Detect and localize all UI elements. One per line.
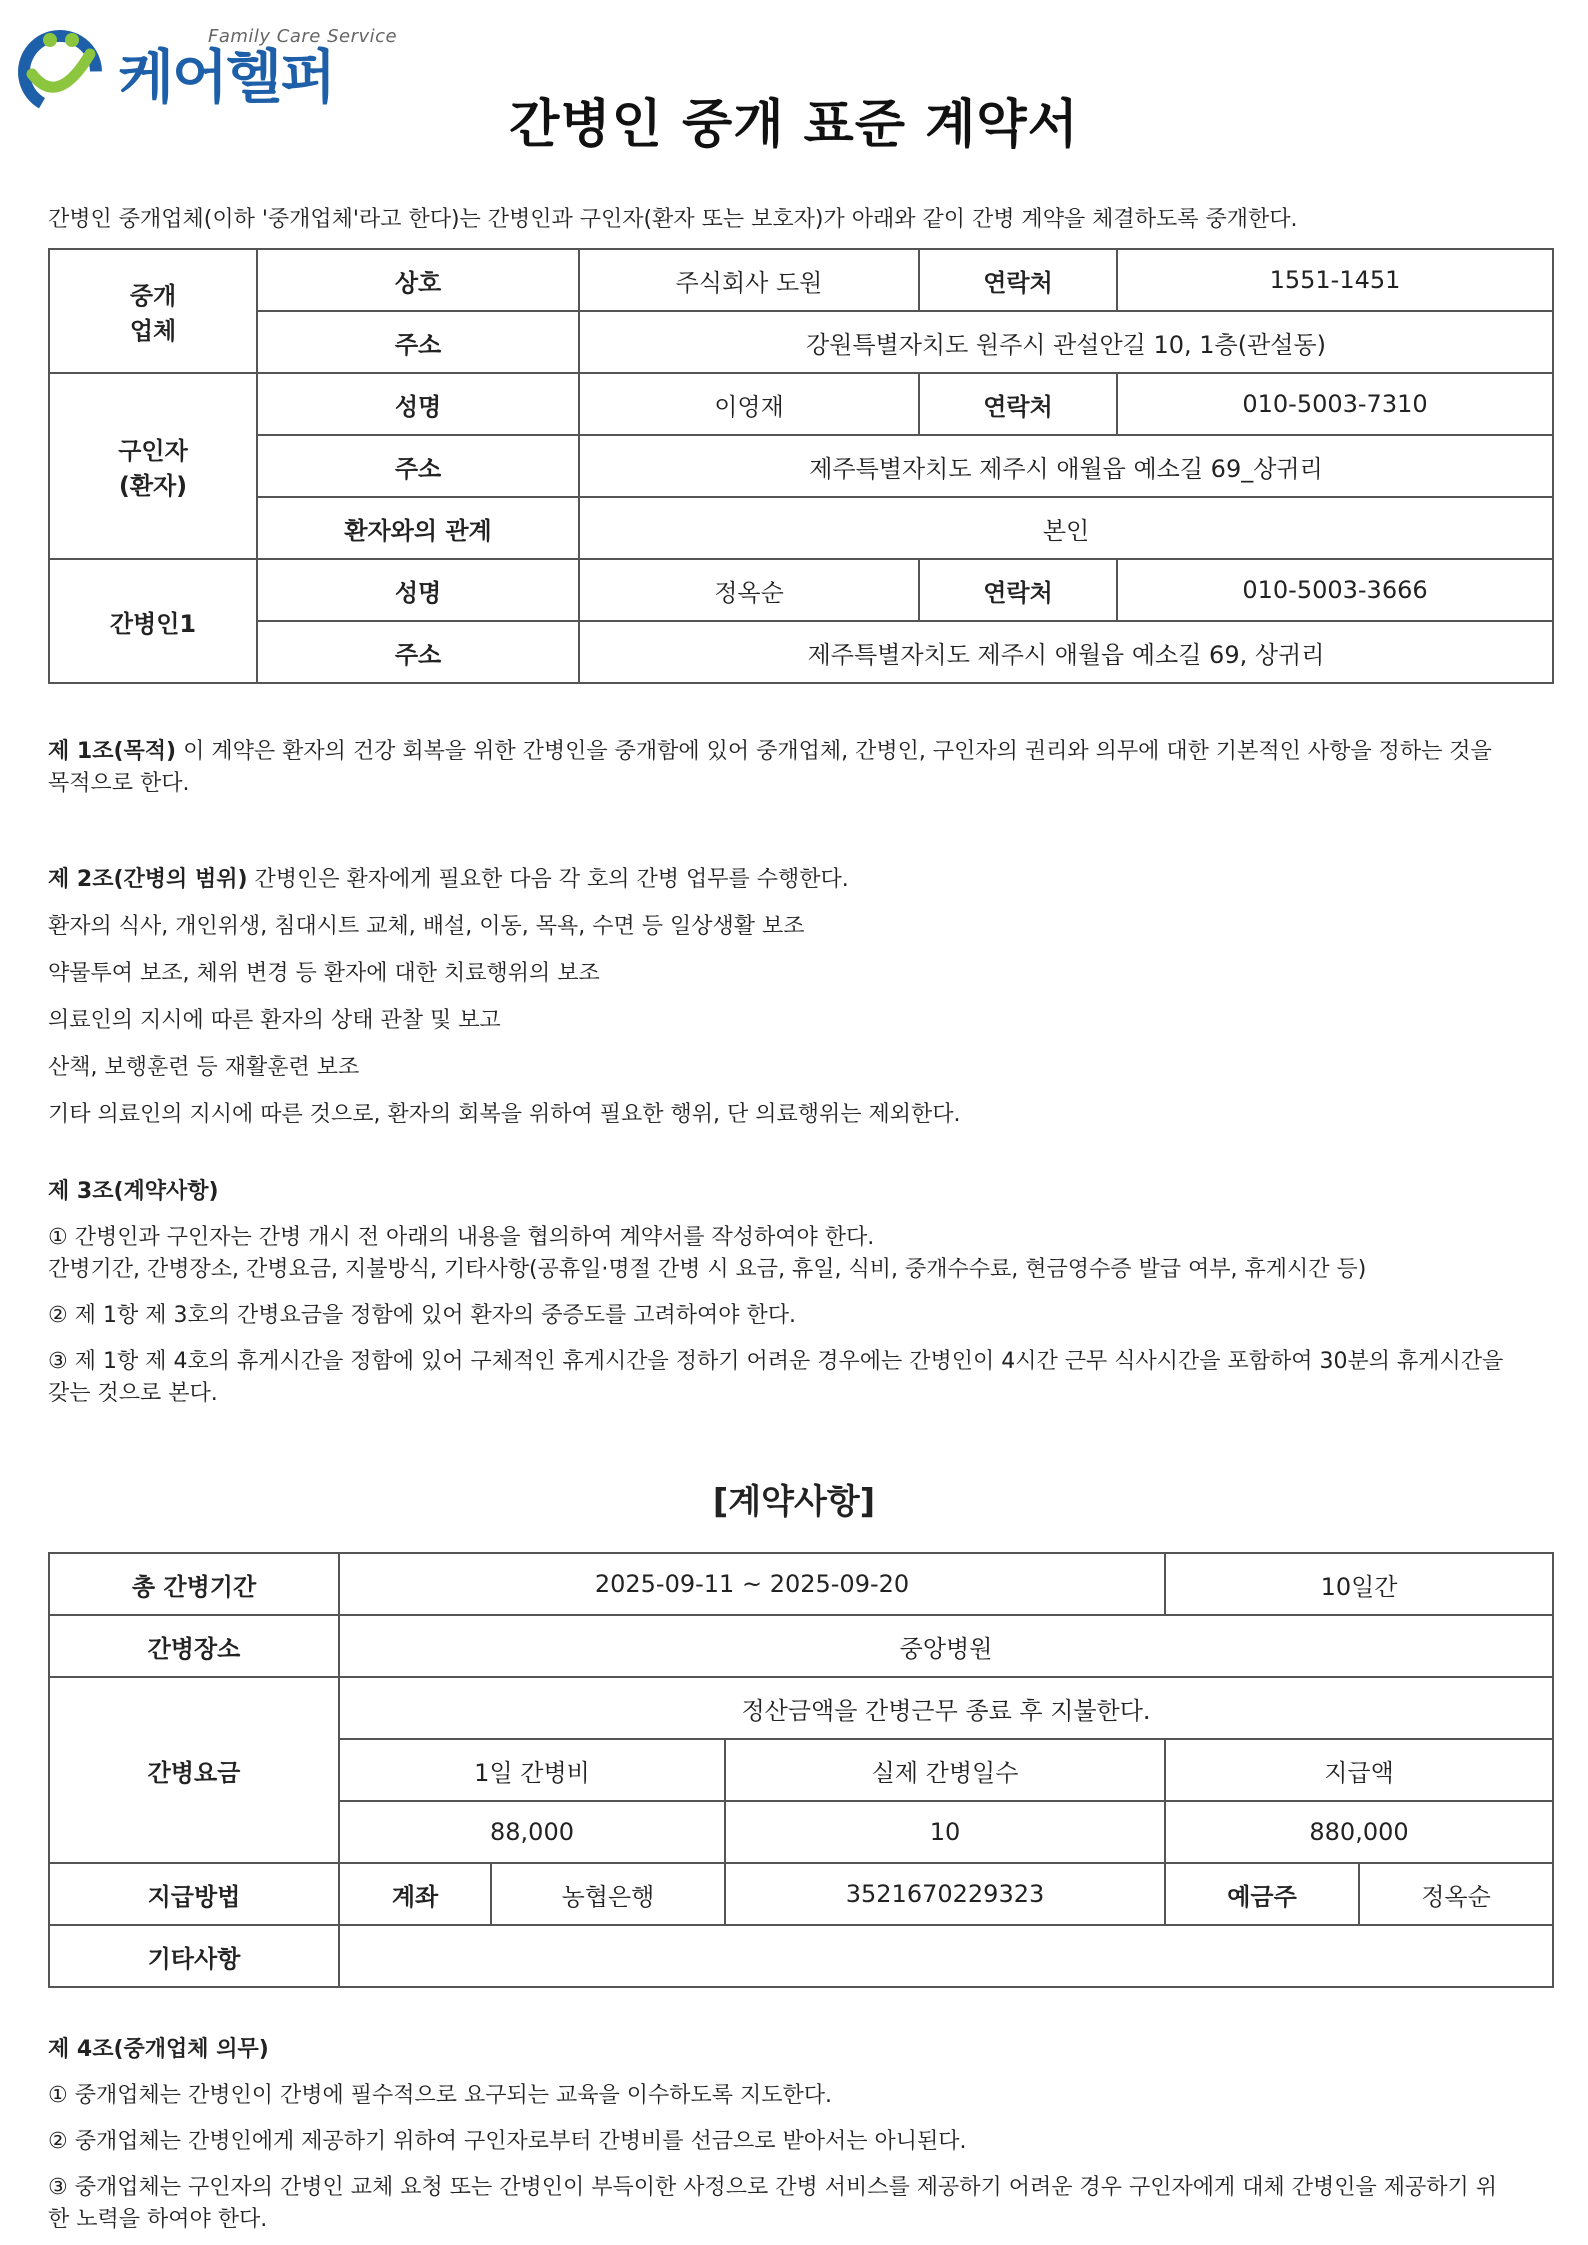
fee-note: 정산금액을 간병근무 종료 후 지불한다. (339, 1677, 1553, 1739)
period-label: 총 간병기간 (49, 1553, 339, 1615)
bank-name: 농협은행 (491, 1863, 725, 1925)
article-2-heading: 제 2조(간병의 범위) (48, 867, 248, 892)
intro-text: 간병인 중개업체(이하 '중개업체'라고 한다)는 간병인과 구인자(환자 또는 보호자)가 아래와 같이 간병 계약을 체결하도록 중개한다. (48, 207, 1298, 232)
agency-address-label: 주소 (257, 311, 579, 373)
client-contact-label: 연락처 (919, 373, 1117, 435)
client-relation-label: 환자와의 관계 (257, 497, 579, 559)
logo-tagline: Family Care Service (208, 26, 398, 47)
agency-name-label: 상호 (257, 249, 579, 311)
caregiver-section-label: 간병인1 (49, 559, 257, 683)
article-4-para-2: ② 중개업체는 간병인에게 제공하기 위하여 구인자로부터 간병비를 선금으로 받아서는 아니된다. (48, 2129, 967, 2154)
fee-label: 간병요금 (49, 1677, 339, 1863)
article-1-heading: 제 1조(목적) (48, 739, 177, 764)
article-1-text: 이 계약은 환자의 건강 회복을 위한 간병인을 중개함에 있어 중개업체, 간병인, 구인자의 권리와 의무에 대한 기본적인 사항을 정하는 것을 (176, 739, 1492, 764)
article-4-para-3-cont: 한 노력을 하여야 한다. (48, 2207, 268, 2232)
method-label: 지급방법 (49, 1863, 339, 1925)
article-3-para-1: ① 간병인과 구인자는 간병 개시 전 아래의 내용을 협의하여 계약서를 작성하여야 한다. (48, 1225, 875, 1250)
article-3-para-3: ③ 제 1항 제 4호의 휴게시간을 정함에 있어 구체적인 휴게시간을 정하기 어려운 경우에는 간병인이 4시간 근무 식사시간을 포함하여 30분의 휴게시간을 (48, 1349, 1504, 1374)
agency-address: 강원특별자치도 원주시 관설안길 10, 1층(관설동) (579, 311, 1553, 373)
caregiver-name: 정옥순 (579, 559, 919, 621)
article-2 (48, 856, 1558, 1138)
care-days: 10일간 (1165, 1553, 1553, 1615)
article-4 (48, 2034, 1558, 2236)
article-3-heading: 제 3조(계약사항) (48, 1179, 219, 1204)
account-label: 계좌 (339, 1863, 491, 1925)
caregiver-address: 제주특별자치도 제주시 애월읍 예소길 69, 상귀리 (579, 621, 1553, 683)
caregiver-name-label: 성명 (257, 559, 579, 621)
article-2-item: 환자의 식사, 개인위생, 침대시트 교체, 배설, 이동, 목욕, 수면 등 일상생활 보조 (48, 914, 805, 939)
etc-value (339, 1925, 1553, 1987)
client-relation: 본인 (579, 497, 1553, 559)
agency-name: 주식회사 도원 (579, 249, 919, 311)
article-3-para-1-cont: 간병기간, 간병장소, 간병요금, 지불방식, 기타사항(공휴일·명절 간병 시 요금, 휴일, 식비, 중개수수료, 현금영수증 발급 여부, 휴게시간 등) (48, 1257, 1367, 1282)
etc-label: 기타사항 (49, 1925, 339, 1987)
article-2-item: 기타 의료인의 지시에 따른 것으로, 환자의 회복을 위하여 필요한 행위, 단 의료행위는 제외한다. (48, 1102, 961, 1127)
place-label: 간병장소 (49, 1615, 339, 1677)
caregiver-contact: 010-5003-3666 (1117, 559, 1553, 621)
client-name: 이영재 (579, 373, 919, 435)
article-1 (48, 736, 1558, 800)
contract-table (48, 1552, 1554, 1988)
payment-amount: 880,000 (1165, 1801, 1553, 1863)
actual-days: 10 (725, 1801, 1165, 1863)
article-4-heading: 제 4조(중개업체 의무) (48, 2037, 269, 2062)
care-period: 2025-09-11 ~ 2025-09-20 (339, 1553, 1165, 1615)
document-title: 간병인 중개 표준 계약서 (509, 95, 1079, 155)
article-2-text: 간병인은 환자에게 필요한 다음 각 호의 간병 업무를 수행한다. (247, 867, 849, 892)
agency-contact-label: 연락처 (919, 249, 1117, 311)
care-place: 중앙병원 (339, 1615, 1553, 1677)
account-holder: 정옥순 (1359, 1863, 1553, 1925)
daily-fee: 88,000 (339, 1801, 725, 1863)
caregiver-address-label: 주소 (257, 621, 579, 683)
account-number: 3521670229323 (725, 1863, 1165, 1925)
client-section-label: 구인자 (환자) (49, 373, 257, 559)
article-2-item: 약물투여 보조, 체위 변경 등 환자에 대한 치료행위의 보조 (48, 961, 600, 986)
logo-name: 케어헬퍼 (118, 43, 335, 111)
contract-heading: [계약사항] (712, 1482, 876, 1522)
article-3-para-2: ② 제 1항 제 3호의 간병요금을 정함에 있어 환자의 중증도를 고려하여야 한다. (48, 1303, 796, 1328)
daily-fee-label: 1일 간병비 (339, 1739, 725, 1801)
client-address-label: 주소 (257, 435, 579, 497)
agency-section-label: 중개 업체 (49, 249, 257, 373)
amount-label: 지급액 (1165, 1739, 1553, 1801)
article-1-text-cont: 목적으로 한다. (48, 771, 190, 796)
parties-table (48, 248, 1554, 684)
caregiver-contact-label: 연락처 (919, 559, 1117, 621)
article-2-item: 의료인의 지시에 따른 환자의 상태 관찰 및 보고 (48, 1008, 501, 1033)
client-address: 제주특별자치도 제주시 애월읍 예소길 69_상귀리 (579, 435, 1553, 497)
article-4-para-1: ① 중개업체는 간병인이 간병에 필수적으로 요구되는 교육을 이수하도록 지도한다. (48, 2083, 832, 2108)
actual-days-label: 실제 간병일수 (725, 1739, 1165, 1801)
holder-label: 예금주 (1165, 1863, 1359, 1925)
client-contact: 010-5003-7310 (1117, 373, 1553, 435)
article-3-para-3-cont: 갖는 것으로 본다. (48, 1381, 218, 1406)
article-4-para-3: ③ 중개업체는 구인자의 간병인 교체 요청 또는 간병인이 부득이한 사정으로 간병 서비스를 제공하기 어려운 경우 구인자에게 대체 간병인을 제공하기 위 (48, 2175, 1497, 2200)
client-name-label: 성명 (257, 373, 579, 435)
article-3 (48, 1176, 1558, 1410)
agency-contact: 1551-1451 (1117, 249, 1553, 311)
article-2-item: 산책, 보행훈련 등 재활훈련 보조 (48, 1055, 360, 1080)
